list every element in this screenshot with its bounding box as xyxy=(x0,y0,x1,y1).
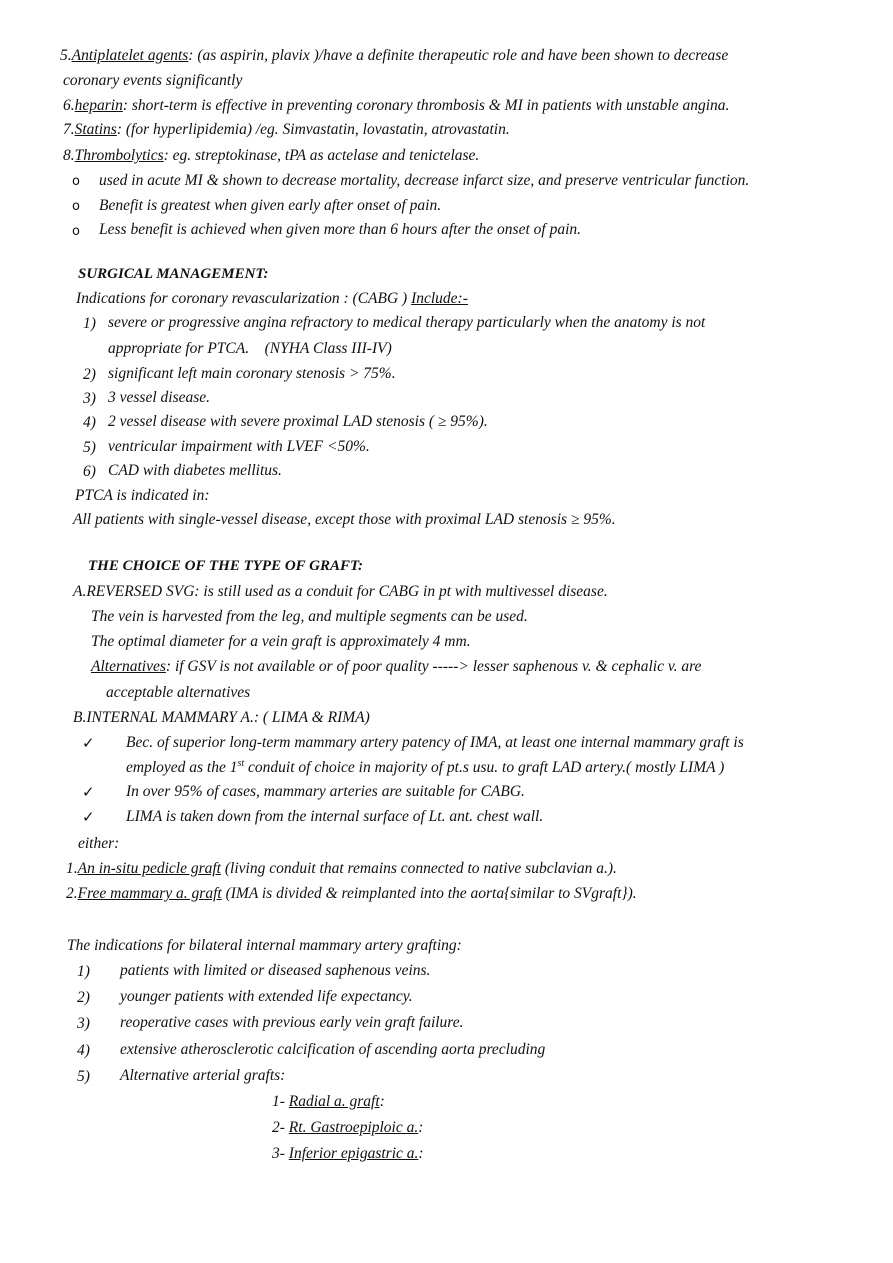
item-label: Thrombolytics xyxy=(74,147,164,164)
graft-a-line: The optimal diameter for a vein graft is approximately 4 mm. xyxy=(91,633,471,650)
therapy-item-5: 5.Antiplatelet agents: (as aspirin, plavix )/have a definite therapeutic role and have been shown to decrease xyxy=(60,47,729,64)
graft-b-title: B.INTERNAL MAMMARY A.: ( LIMA & RIMA) xyxy=(73,709,370,726)
item-label: Statins xyxy=(74,121,117,138)
indication-item: 3 vessel disease. xyxy=(108,389,211,406)
thrombolytics-bullet: Benefit is greatest when given early after onset of pain. xyxy=(99,197,442,214)
check-icon: ✓ xyxy=(82,808,95,826)
graft-b-check: LIMA is taken down from the internal surface of Lt. ant. chest wall. xyxy=(126,808,544,825)
indication-item: ventricular impairment with LVEF <50%. xyxy=(108,438,370,455)
graft-a-alternatives: Alternatives: if GSV is not available or of poor quality -----> lesser saphenous v. & cephalic v. are xyxy=(91,658,702,675)
therapy-item-5-cont: coronary events significantly xyxy=(63,72,243,89)
bullet-icon: o xyxy=(72,199,80,214)
either-label: either: xyxy=(78,835,120,852)
check-icon: ✓ xyxy=(82,734,95,752)
indications-line: Indications for coronary revascularization : (CABG ) Include:- xyxy=(76,290,468,307)
list-number: 6) xyxy=(83,463,96,480)
list-number: 5) xyxy=(77,1068,90,1085)
list-number: 1) xyxy=(77,963,90,980)
graft-b-check-cont: employed as the 1st conduit of choice in majority of pt.s usu. to graft LAD artery.( mostly LIMA ) xyxy=(126,757,725,776)
therapy-item-8: 8.Thrombolytics: eg. streptokinase, tPA as actelase and tenictelase. xyxy=(63,147,480,164)
bilateral-heading: The indications for bilateral internal mammary artery grafting: xyxy=(67,937,462,954)
therapy-item-6: 6.heparin: short-term is effective in preventing coronary thrombosis & MI in patients with unstable angina. xyxy=(63,97,730,114)
list-number: 5) xyxy=(83,439,96,456)
ptca-text: All patients with single-vessel disease, except those with proximal LAD stenosis ≥ 95%. xyxy=(73,511,616,528)
bullet-icon: o xyxy=(72,174,80,189)
graft-b-check: Bec. of superior long-term mammary artery patency of IMA, at least one internal mammary graft is xyxy=(126,734,744,751)
thrombolytics-bullet: used in acute MI & shown to decrease mortality, decrease infarct size, and preserve ventricular function. xyxy=(99,172,750,189)
surgical-heading: SURGICAL MANAGEMENT: xyxy=(78,266,269,282)
graft-option-2: 2.Free mammary a. graft (IMA is divided & reimplanted into the aorta{similar to SVgraft}). xyxy=(66,885,637,902)
therapy-item-7: 7.Statins: (for hyperlipidemia) /eg. Simvastatin, lovastatin, atrovastatin. xyxy=(63,121,510,138)
list-number: 2) xyxy=(77,989,90,1006)
indication-item: CAD with diabetes mellitus. xyxy=(108,462,282,479)
thrombolytics-bullet: Less benefit is achieved when given more than 6 hours after the onset of pain. xyxy=(99,221,582,238)
bilateral-item: reoperative cases with previous early vein graft failure. xyxy=(120,1014,464,1031)
indication-item: significant left main coronary stenosis > 75%. xyxy=(108,365,396,382)
bilateral-item: younger patients with extended life expectancy. xyxy=(120,988,413,1005)
list-number: 3) xyxy=(77,1015,90,1032)
graft-heading: THE CHOICE OF THE TYPE OF GRAFT: xyxy=(88,558,364,574)
alt-graft-2: 2- Rt. Gastroepiploic a.: xyxy=(272,1119,424,1136)
graft-a-line: The vein is harvested from the leg, and multiple segments can be used. xyxy=(91,608,528,625)
ptca-heading: PTCA is indicated in: xyxy=(75,487,210,504)
list-number: 4) xyxy=(77,1042,90,1059)
check-icon: ✓ xyxy=(82,783,95,801)
list-number: 1) xyxy=(83,315,96,332)
item-label: heparin xyxy=(74,97,123,114)
alt-graft-1: 1- Radial a. graft: xyxy=(272,1093,385,1110)
alt-graft-3: 3- Inferior epigastric a.: xyxy=(272,1145,424,1162)
graft-a-alternatives-cont: acceptable alternatives xyxy=(106,684,251,701)
list-number: 4) xyxy=(83,414,96,431)
bilateral-item: extensive atherosclerotic calcification of ascending aorta precluding xyxy=(120,1041,546,1058)
list-number: 2) xyxy=(83,366,96,383)
indication-item: 2 vessel disease with severe proximal LAD stenosis ( ≥ 95%). xyxy=(108,413,488,430)
indication-item: severe or progressive angina refractory to medical therapy particularly when the anatomy is not xyxy=(108,314,706,331)
graft-option-1: 1.An in-situ pedicle graft (living conduit that remains connected to native subclavian a.). xyxy=(66,860,617,877)
item-label: Antiplatelet agents xyxy=(71,47,189,64)
bilateral-item: Alternative arterial grafts: xyxy=(120,1067,286,1084)
graft-b-check: In over 95% of cases, mammary arteries are suitable for CABG. xyxy=(126,783,525,800)
list-number: 3) xyxy=(83,390,96,407)
graft-a-title: A.REVERSED SVG: is still used as a conduit for CABG in pt with multivessel disease. xyxy=(73,583,608,600)
bullet-icon: o xyxy=(72,224,80,239)
indication-item-cont: appropriate for PTCA. (NYHA Class III-IV) xyxy=(108,340,392,357)
bilateral-item: patients with limited or diseased saphenous veins. xyxy=(120,962,431,979)
